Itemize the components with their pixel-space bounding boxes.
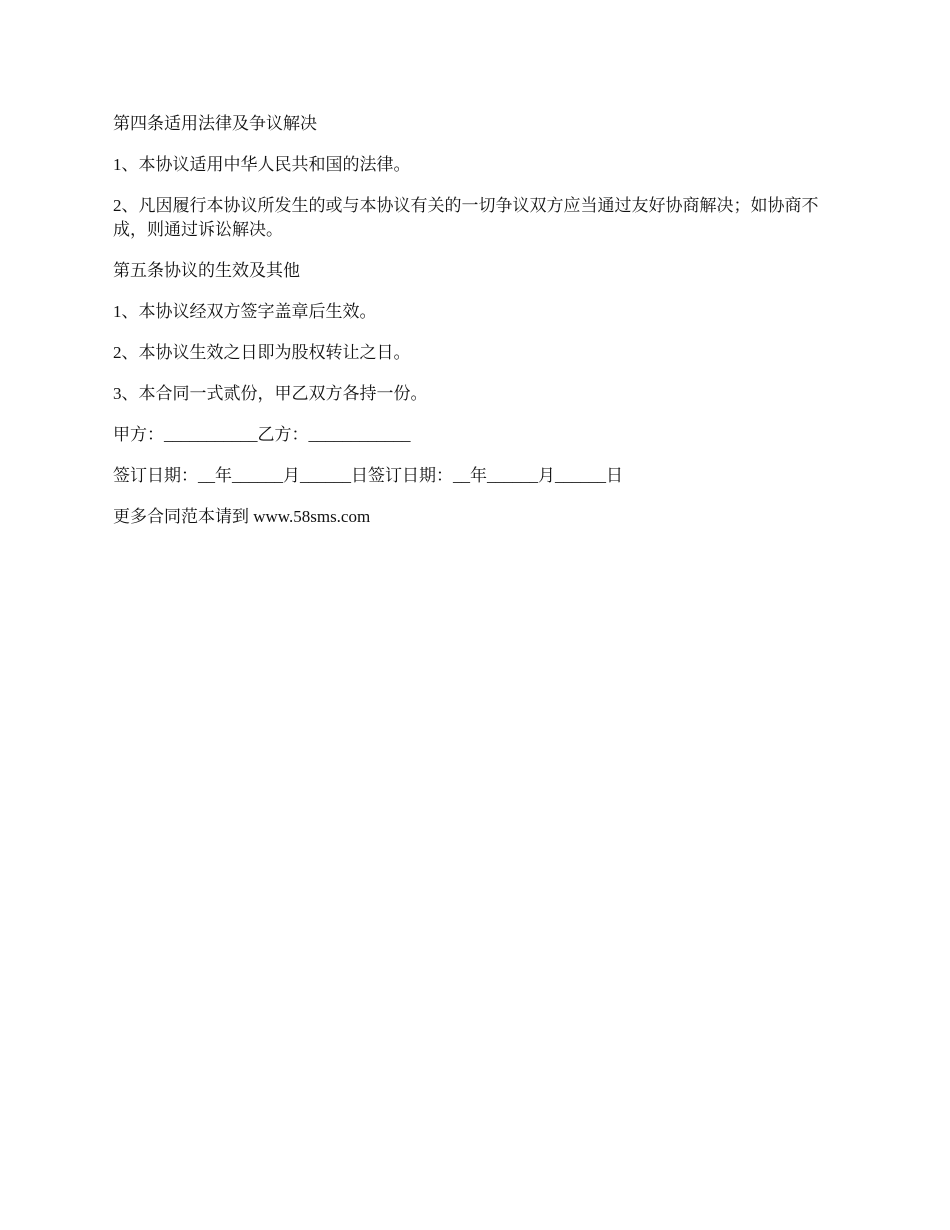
document-body: [113, 112, 838, 546]
signature-parties-line: 甲方：___________乙方：____________: [113, 425, 411, 444]
section-heading-article-5: 第五条协议的生效及其他: [113, 261, 300, 280]
clause-5-2: 2、本协议生效之日即为股权转让之日。: [113, 343, 411, 362]
section-heading-article-4: 第四条适用法律及争议解决: [113, 114, 317, 133]
clause-5-3: 3、本合同一式贰份，甲乙双方各持一份。: [113, 384, 428, 403]
clause-5-1: 1、本协议经双方签字盖章后生效。: [113, 302, 377, 321]
signing-date-line: 签订日期：__年______月______日签订日期：__年______月______日: [113, 466, 623, 485]
footer-promo-text: 更多合同范本请到 www.58sms.com: [113, 507, 371, 526]
clause-4-1: 1、本协议适用中华人民共和国的法律。: [113, 155, 411, 174]
clause-4-2: 2、凡因履行本协议所发生的或与本协议有关的一切争议双方应当通过友好协商解决；如协商不成，则通过诉讼解决。: [113, 196, 819, 239]
